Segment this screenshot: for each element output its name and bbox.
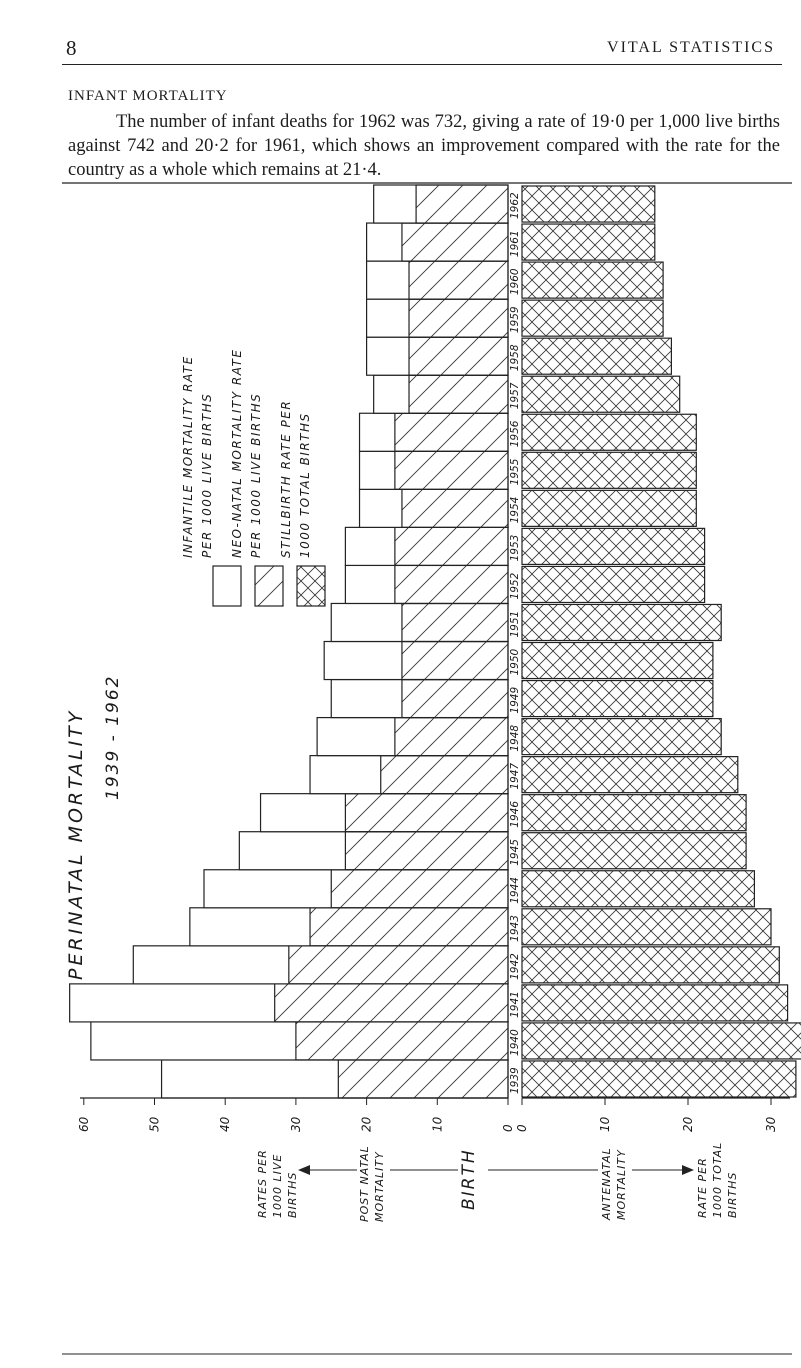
antenatal-label-line-2: MORTALITY [615,1149,628,1220]
left-scale-label [256,1149,299,1218]
year-label-1948: 1948 [509,724,521,752]
stillbirth-bars [522,186,801,1097]
year-label-1957: 1957 [509,382,521,410]
left-tick-label-20: 20 [359,1116,374,1132]
year-label-1943: 1943 [509,915,521,942]
year-label-1961: 1961 [509,230,521,258]
neonatal-bar-1945 [345,832,508,870]
neonatal-bar-1957 [409,375,508,413]
left-scale-label-line-1: RATES PER [256,1149,269,1218]
stillbirth-bar-1960 [522,262,663,298]
legend-swatch-cross [297,566,325,606]
year-label-1941: 1941 [509,991,521,1018]
post-natal-label-line-2: MORTALITY [373,1151,386,1222]
stillbirth-bar-1940 [522,1023,801,1059]
chart-title: PERINATAL MORTALITY [65,708,87,980]
neonatal-bar-1944 [331,870,508,908]
stillbirth-bar-1961 [522,224,655,260]
body-paragraph: The number of infant deaths for 1962 was 732, giving a rate of 19·0 per 1,000 live births against 742 and 20·2 for 1961, which shows an improvement compared with the rate for the country as a whole which remains at 21·4. [68,112,780,180]
neonatal-bar-1942 [289,946,508,984]
year-label-1953: 1953 [509,534,521,562]
year-label-1951: 1951 [509,610,521,638]
stillbirth-bar-1942 [522,947,779,983]
right-scale-label [696,1142,739,1218]
year-labels [509,192,521,1094]
legend-2-line-1: NEO-NATAL MORTALITY RATE [230,348,244,558]
right-tick-label-30: 30 [764,1116,778,1132]
neonatal-bar-1954 [402,489,508,527]
legend-3-line-1: STILLBIRTH RATE PER [279,399,293,558]
neonatal-bar-1950 [402,642,508,680]
legend-swatch-plain [213,566,241,606]
neonatal-bar-1955 [395,451,508,489]
left-tick-label-60: 60 [76,1116,91,1132]
left-tick-label-50: 50 [147,1116,162,1132]
stillbirth-bar-1947 [522,757,738,793]
legend-1-line-1: INFANTILE MORTALITY RATE [181,355,195,558]
neonatal-bar-1949 [402,680,508,718]
stillbirth-bar-1957 [522,376,680,412]
legend-2-line-2: PER 1000 LIVE BIRTHS [249,392,263,558]
neonatal-bar-1951 [402,603,508,641]
neonatal-bar-1946 [345,794,508,832]
neonatal-bar-1956 [395,413,508,451]
left-tick-label-40: 40 [218,1116,233,1132]
neonatal-bar-1960 [409,261,508,299]
left-tick-label-0: 0 [501,1124,515,1132]
year-label-1945: 1945 [509,839,521,866]
neonatal-bar-1961 [402,223,508,261]
stillbirth-bar-1946 [522,795,746,831]
year-label-1940: 1940 [509,1029,521,1056]
stillbirth-bar-1959 [522,300,663,336]
stillbirth-bar-1956 [522,414,696,450]
left-scale-label-line-3: BIRTHS [286,1171,299,1218]
neonatal-bar-1958 [409,337,508,375]
neonatal-bar-1962 [416,185,508,223]
stillbirth-bar-1949 [522,681,713,717]
chart-subtitle: 1939 - 1962 [103,674,123,800]
year-label-1954: 1954 [509,496,521,524]
year-label-1942: 1942 [509,953,521,980]
left-tick-label-10: 10 [430,1116,445,1132]
stillbirth-bar-1941 [522,985,788,1021]
year-label-1950: 1950 [509,648,521,676]
year-label-1959: 1959 [509,306,521,334]
year-label-1949: 1949 [509,686,521,714]
neonatal-bar-1941 [275,984,508,1022]
stillbirth-bar-1939 [522,1061,796,1097]
antenatal-label-line-1: ANTENATAL [600,1147,613,1220]
stillbirth-bar-1944 [522,871,754,907]
stillbirth-bar-1952 [522,566,705,602]
year-label-1952: 1952 [509,572,521,600]
page-number: 8 [66,36,77,60]
right-scale-label-line-1: RATE PER [696,1157,709,1218]
legend-1-line-2: PER 1000 LIVE BIRTHS [200,392,214,558]
year-label-1944: 1944 [509,877,521,904]
stillbirth-bar-1955 [522,452,696,488]
left-axis-ticks [77,1098,515,1132]
year-label-1955: 1955 [509,458,521,486]
neonatal-bar-1959 [409,299,508,337]
right-tick-label-20: 20 [681,1116,695,1132]
right-tick-label-0: 0 [515,1124,529,1132]
stillbirth-bar-1943 [522,909,771,945]
neonatal-bar-1948 [395,718,508,756]
section-title: INFANT MORTALITY [68,88,228,104]
stillbirth-bar-1958 [522,338,671,374]
stillbirth-bar-1950 [522,643,713,679]
year-label-1956: 1956 [509,420,521,448]
neonatal-bar-1943 [310,908,508,946]
post-natal-label-line-1: POST NATAL [358,1145,371,1222]
neonatal-bar-1953 [395,527,508,565]
neonatal-bar-1939 [338,1060,508,1098]
right-scale-label-line-3: BIRTHS [726,1171,739,1218]
left-scale-label-line-2: 1000 LIVE [271,1153,284,1218]
running-head: VITAL STATISTICS [607,39,775,56]
right-scale-label-line-2: 1000 TOTAL [711,1141,724,1218]
neonatal-bar-1940 [296,1022,508,1060]
antenatal-label [600,1147,628,1221]
arrow-head-left [298,1165,310,1175]
birth-label: BIRTH [459,1148,479,1210]
legend-3-line-2: 1000 TOTAL BIRTHS [298,412,312,558]
stillbirth-bar-1953 [522,528,705,564]
year-label-1960: 1960 [509,268,521,296]
neonatal-bar-1952 [395,565,508,603]
stillbirth-bar-1954 [522,490,696,526]
year-label-1947: 1947 [509,762,521,790]
stillbirth-bar-1962 [522,186,655,222]
left-tick-label-30: 30 [288,1116,303,1132]
right-tick-label-10: 10 [598,1116,612,1132]
stillbirth-bar-1945 [522,833,746,869]
neonatal-bar-1947 [381,756,508,794]
year-label-1939: 1939 [509,1067,521,1094]
year-label-1946: 1946 [509,800,521,828]
post-natal-label [358,1145,386,1222]
infant-neonatal-bars [70,185,508,1098]
legend-swatch-hatch [255,566,283,606]
right-axis-ticks [515,1098,778,1132]
year-label-1962: 1962 [509,192,521,220]
stillbirth-bar-1948 [522,719,721,755]
arrow-head-right [682,1165,694,1175]
stillbirth-bar-1951 [522,604,721,640]
year-label-1958: 1958 [509,344,521,372]
